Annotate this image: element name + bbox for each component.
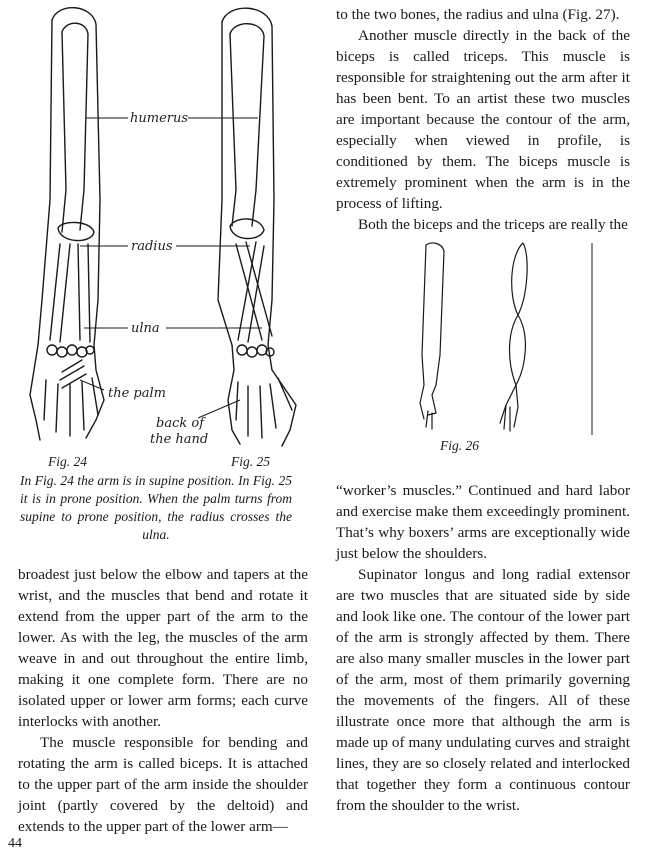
figure-caption: In Fig. 24 the arm is in supine position. In Fig. 25 it is in prone position. When the palm turns from supine to prone position, the radius crosses the ulna. [20, 473, 292, 542]
label-back-of: back of [156, 416, 205, 431]
label-radius: radius [131, 239, 173, 254]
right-column-top [336, 4, 630, 235]
right-paragraph-5: Supinator longus and long radial extensor are two muscles that are situated side by side and look like one. The contour of the lower part of the arm is strongly affected by them. There are also many smaller muscles in the lower part of the arm, most of them primarily governing the movements of the fingers. All of these illustrate once more that although the arm is made up of many undulating curves and straight lines, they are so closely related and interlocked that together they form a continuous contour from the shoulder to the wrist. [336, 566, 630, 814]
left-column [18, 564, 308, 837]
fig25-label: Fig. 25 [231, 454, 270, 469]
left-paragraph-2: The muscle responsible for bending and rotating the arm is called biceps. It is attached to the upper part of the arm inside the shoulder joint (partly covered by the deltoid) and extends to the upper part of the lower arm— [18, 734, 308, 835]
figure-numbers [20, 454, 292, 470]
right-paragraph-3: Both the biceps and the triceps are really the [358, 216, 628, 233]
label-humerus: humerus [130, 111, 189, 126]
fig26-label: Fig. 26 [440, 438, 479, 453]
fig24-label: Fig. 24 [48, 454, 87, 469]
right-paragraph-2: Another muscle directly in the back of the biceps is called triceps. This muscle is responsible for straightening out the arm after it has been bent. To an artist these two muscles are important because the contour of the arm, especially when viewed in profile, is conditioned by them. The biceps muscle is extremely prominent when the arm is in the process of lifting. [336, 27, 630, 212]
right-column-bottom [336, 480, 630, 816]
label-the-hand: the hand [150, 432, 209, 447]
arm-bones-illustration [0, 0, 320, 455]
figure-caption-block [20, 454, 292, 544]
right-paragraph-4: “worker’s muscles.” Continued and hard labor and exercise make them exceedingly prominent. That’s why boxers’ arms are exceptionally wide just below the shoulders. [336, 482, 630, 562]
label-ulna: ulna [131, 321, 160, 336]
right-paragraph-1: to the two bones, the radius and ulna (Fig. 27). [336, 6, 620, 23]
label-palm: the palm [108, 386, 166, 401]
arm-contour-illustration [410, 235, 600, 440]
page-number: 44 [8, 836, 22, 851]
left-paragraph-1: broadest just below the elbow and tapers at the wrist, and the muscles that bend and rotate it extend from the upper part of the arm to the lower. As with the leg, the muscles of the arm weave in and out throughout the entire limb, making it one complete form. There are no isolated upper or lower arm forms; each curve interlocks with another. [18, 566, 308, 730]
